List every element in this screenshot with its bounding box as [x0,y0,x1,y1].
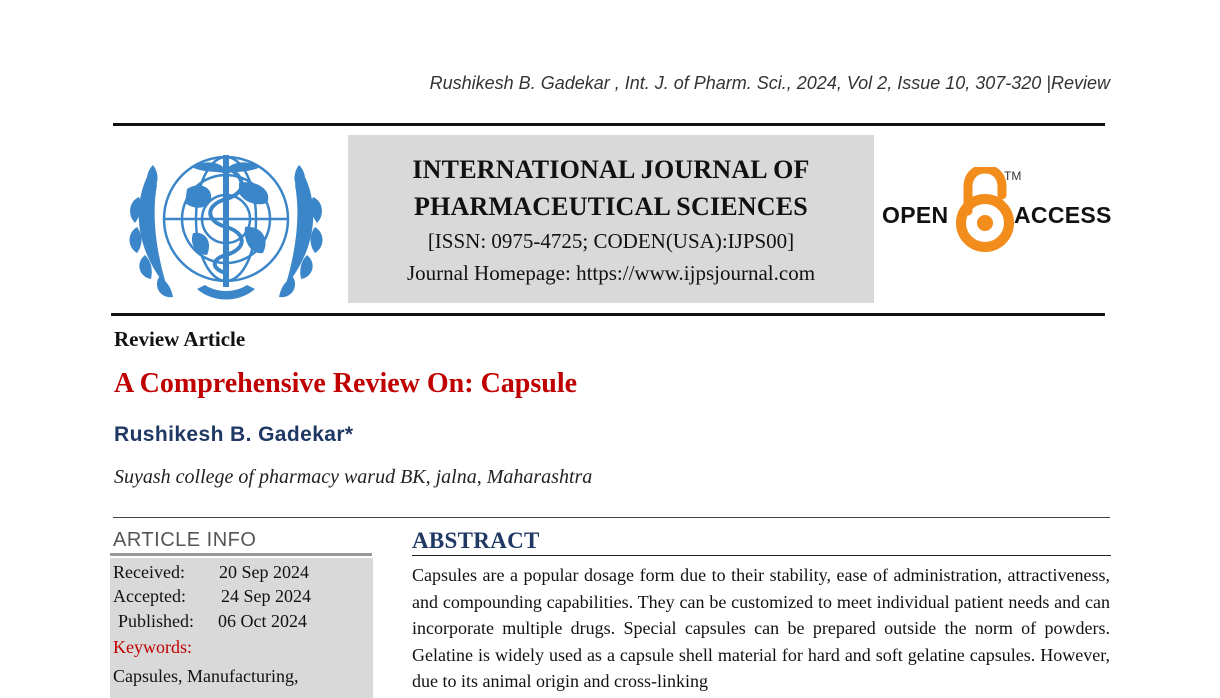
author-asterisk: * [344,423,354,446]
article-title: A Comprehensive Review On: Capsule [114,368,578,399]
accepted-row [113,586,311,607]
abstract-rule [412,555,1111,556]
published-label: Published: [118,611,195,631]
open-access-trademark: TM [1004,169,1022,183]
article-info-rule [110,553,372,556]
open-access-word-access: ACCESS [1014,202,1112,228]
accepted-value: 24 Sep 2024 [221,586,311,606]
received-value: 20 Sep 2024 [219,562,309,582]
section-divider [113,517,1110,518]
keywords-text: Capsules, Manufacturing, [113,666,299,686]
abstract-heading: ABSTRACT [412,528,540,553]
author-name: Rushikesh B. Gadekar [114,423,345,446]
globe-caduceus-emblem-icon [127,137,325,305]
published-value: 06 Oct 2024 [218,611,307,631]
journal-title [348,151,874,225]
author-line [114,423,354,447]
journal-logo [127,137,325,305]
author-affiliation: Suyash college of pharmacy warud BK, jalna, Maharashtra [114,466,593,488]
header-rule-bottom [111,313,1105,316]
open-access-word-open: OPEN [882,202,949,228]
journal-issn: [ISSN: 0975-4725; CODEN(USA):IJPS00] [427,229,795,253]
article-info-heading: ARTICLE INFO [113,529,257,551]
journal-title-line1: INTERNATIONAL JOURNAL OF [412,155,810,184]
journal-masthead [348,135,874,303]
keywords-label: Keywords: [113,637,192,657]
open-access-logo [880,167,1112,253]
journal-title-line2: PHARMACEUTICAL SCIENCES [414,192,808,221]
journal-homepage: Journal Homepage: https://www.ijpsjournal.com [406,261,816,285]
published-row [118,611,307,632]
header-rule-top [113,123,1105,126]
article-info-panel [110,558,373,698]
received-label: Received: [113,562,185,582]
article-type: Review Article [114,327,246,351]
received-row [113,562,309,583]
abstract-text: Capsules are a popular dosage form due to their stability, ease of administration, attractiveness, and compounding capabilities. They can be customized to meet individual patient needs and can incorporate multiple drugs. Special capsules can be prepared outside the norm of powders. Gelatine is widely used as a capsule shell material for hard and soft gelatine capsules. However, due to its animal origin and cross-linking [412,565,1110,691]
accepted-label: Accepted: [113,586,186,606]
running-head: Rushikesh B. Gadekar , Int. J. of Pharm. Sci., 2024, Vol 2, Issue 10, 307-320 |Review [429,73,1110,93]
